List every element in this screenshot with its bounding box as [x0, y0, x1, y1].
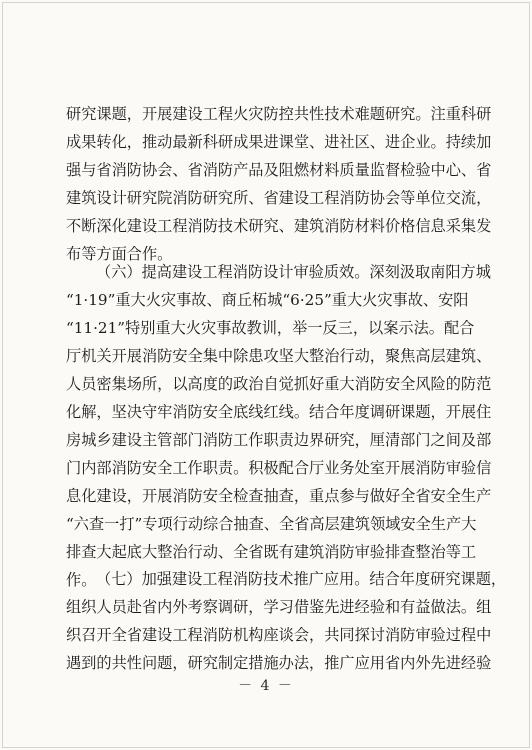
page-number: － 4 －	[238, 678, 294, 694]
section-heading-line: （七）加强建设工程消防技术推广应用。结合年度研究课题，	[96, 570, 507, 588]
paragraph-line: 研究课题，开展建设工程火灾防控共性技术难题研究。注重科研	[66, 105, 492, 123]
paragraph-line: 化解，坚决守牢消防安全底线红线。结合年度调研课题，开展住	[66, 403, 492, 421]
paragraph-line: 房城乡建设主管部门消防工作职责边界研究，厘清部门之间及部	[66, 431, 492, 449]
paragraph-line: 强与省消防协会、省消防产品及阻燃材料质量监督检验中心、省	[66, 161, 492, 179]
paragraph-line: 组织人员赴省内外考察调研，学习借鉴先进经验和有益做法。组	[66, 598, 492, 616]
paragraph-line: 息化建设，开展消防安全检查抽查，重点参与做好全省安全生产	[66, 487, 492, 505]
paragraph-line: 人员密集场所，以高度的政治自觉抓好重大消防安全风险的防范	[66, 375, 492, 393]
section-heading-line: （六）提高建设工程消防设计审验质效。深刻汲取南阳方城	[96, 263, 491, 281]
paragraph-section-seven	[66, 565, 507, 677]
paragraph-line: “六查一打”专项行动综合抽查、全省高层建筑领域安全生产大	[66, 515, 477, 533]
paragraph-line: 门内部消防安全工作职责。积极配合厅业务处室开展消防审验信	[66, 459, 492, 477]
paragraph-line: 作。	[66, 571, 97, 589]
paragraph-line: 成果转化，推动最新科研成果进课堂、进社区、进企业。持续加	[66, 133, 492, 151]
paragraph-line: “11·21”特别重大火灾事故教训，举一反三，以案示法。配合	[66, 319, 475, 337]
paragraph-line: 布等方面合作。	[66, 245, 173, 263]
paragraph-line: 建筑设计研究院消防研究所、省建设工程消防协会等单位交流，	[66, 189, 492, 207]
paragraph-line: 织召开全省建设工程消防机构座谈会，共同探讨消防审验过程中	[66, 626, 492, 644]
paragraph-section-six	[66, 258, 507, 594]
paragraph-line: 遇到的共性问题，研究制定措施办法，推广应用省内外先进经验	[66, 654, 492, 672]
paragraph-line: 排查大起底大整治行动、全省既有建筑消防审验排查整治等工	[66, 543, 477, 561]
paragraph-line: 厅机关开展消防安全集中除患攻坚大整治行动，聚焦高层建筑、	[66, 347, 492, 365]
paragraph-line: “1·19”重大火灾事故、商丘柘城“6·25”重大火灾事故、安阳	[66, 291, 469, 309]
paragraph-research-cooperation	[66, 100, 492, 268]
paragraph-line: 不断深化建设工程消防技术研究、建筑消防材料价格信息采集发	[66, 217, 492, 235]
